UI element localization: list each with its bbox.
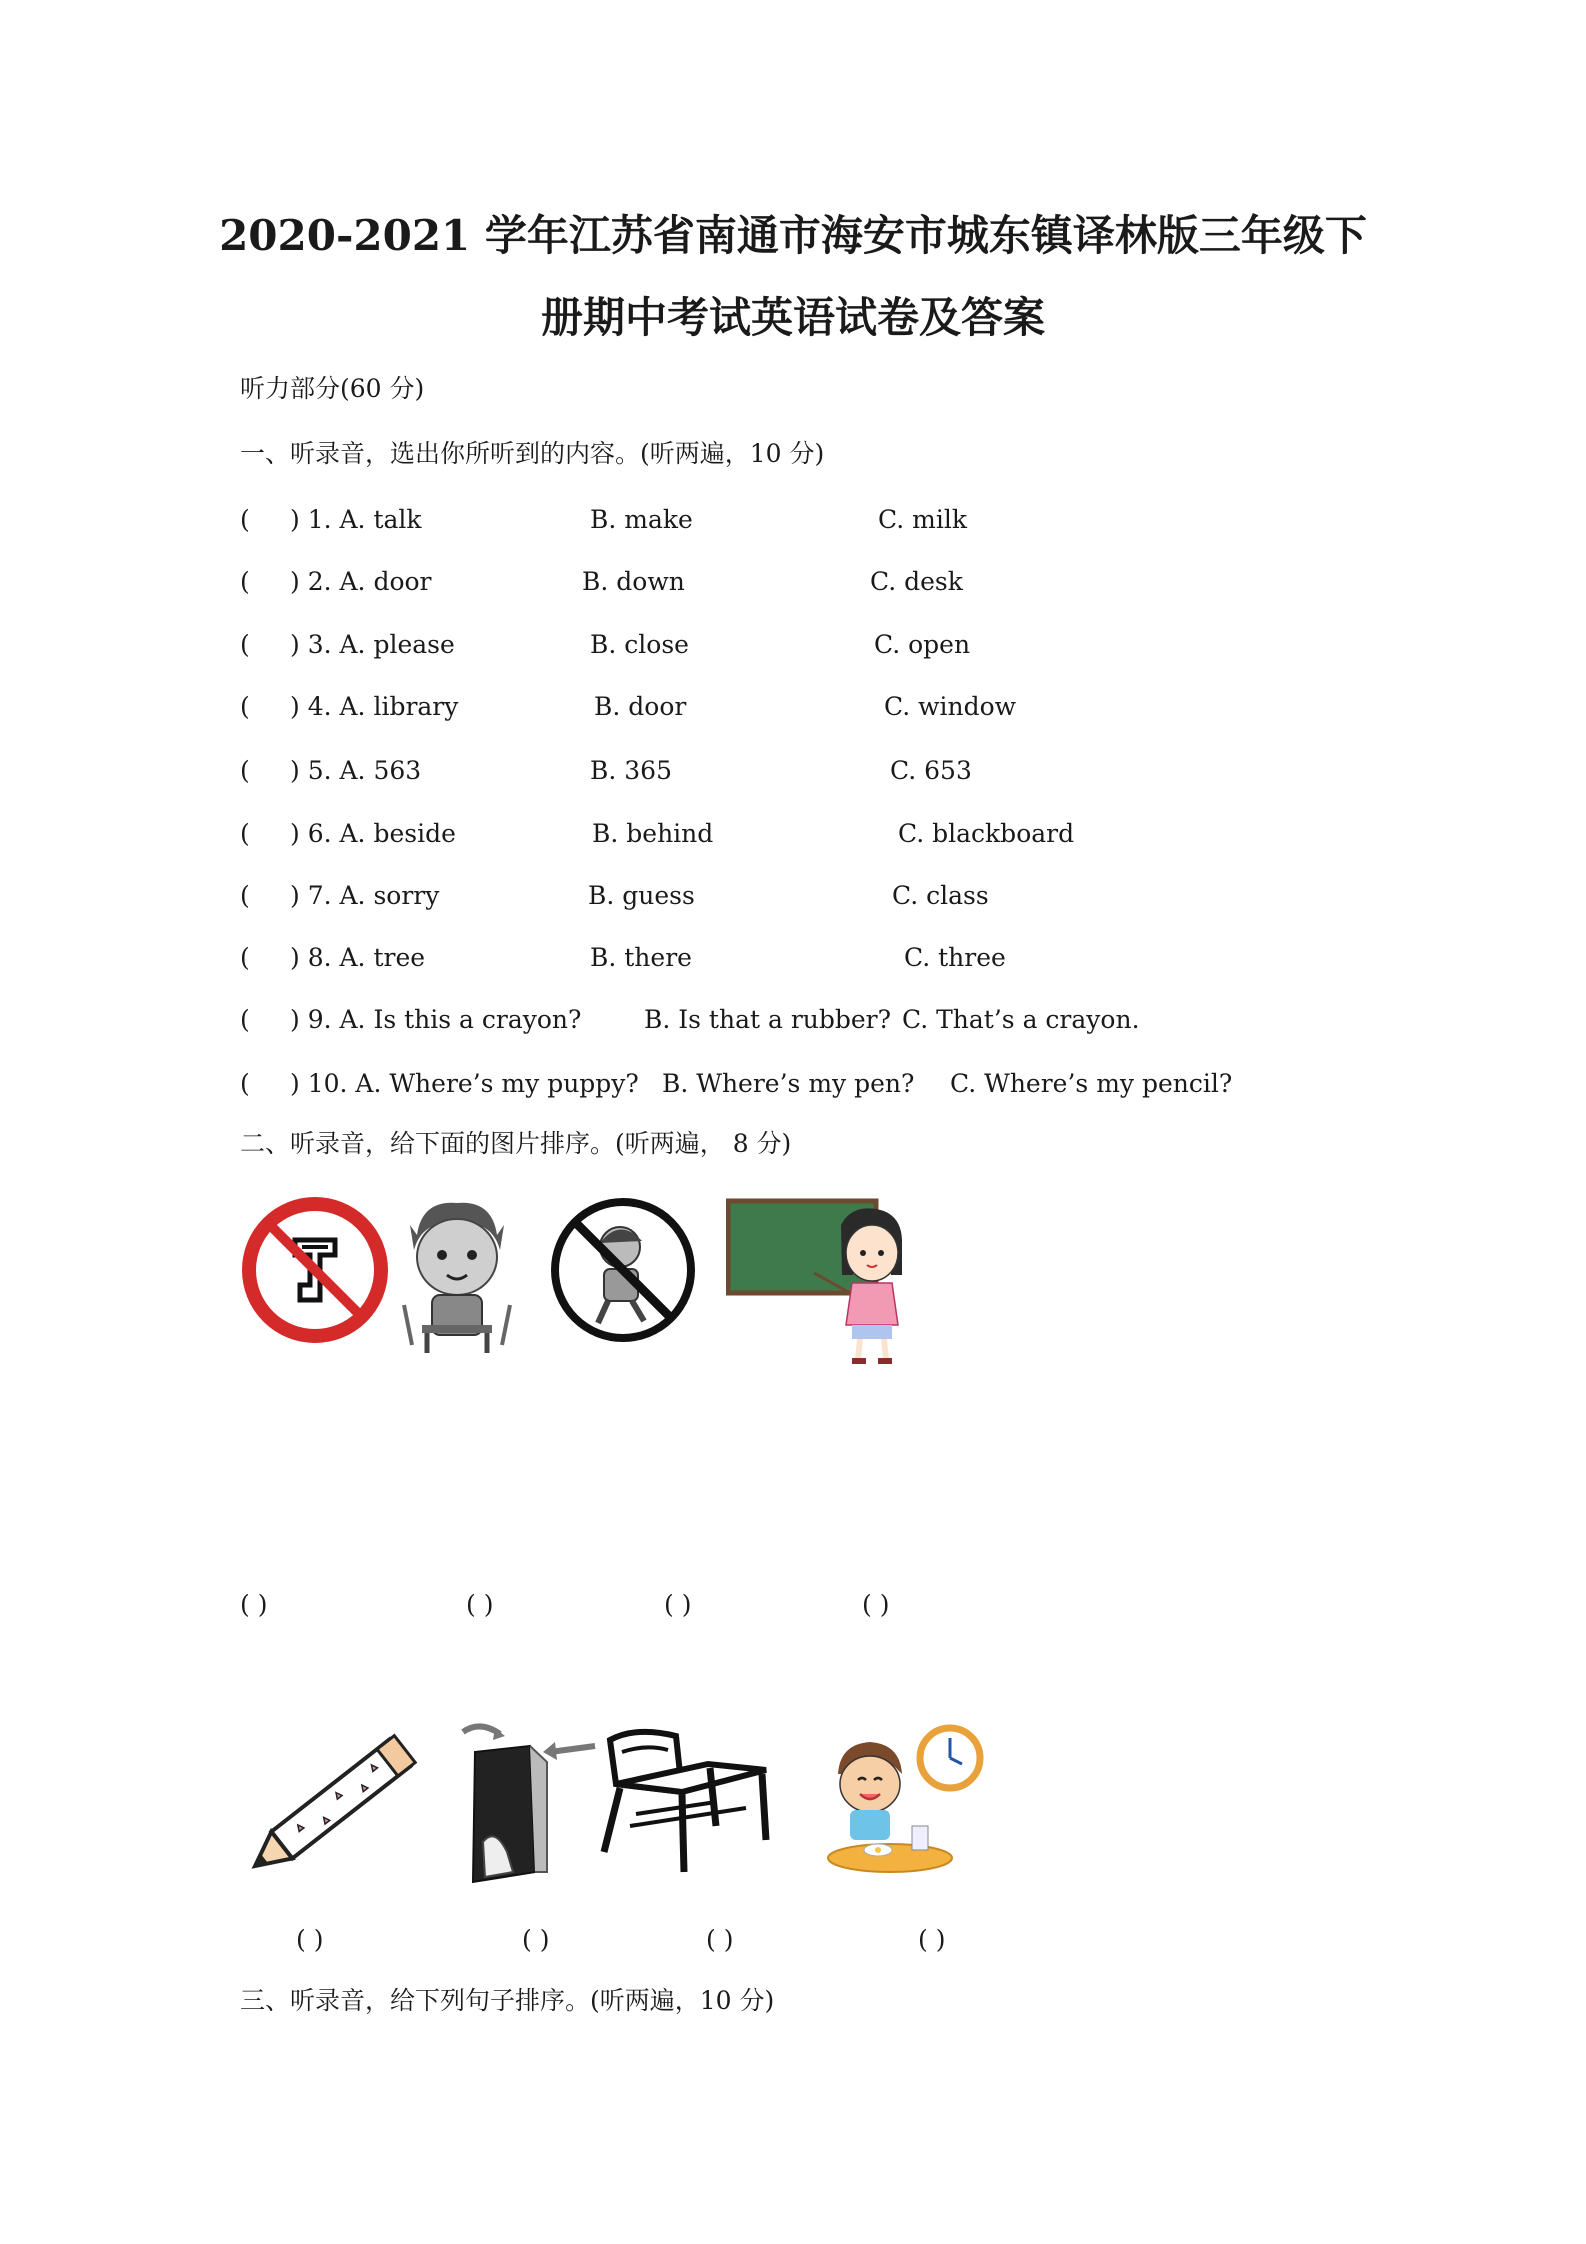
question-option-b: B. Where’s my pen?	[662, 1069, 915, 1098]
answer-blank-open-paren[interactable]: (	[240, 692, 250, 721]
answer-blank-open-paren[interactable]: (	[240, 630, 250, 659]
answer-blank-open-paren[interactable]: (	[240, 881, 250, 910]
question-option-a: ) 3. A. please	[290, 630, 455, 659]
pencil-icon	[240, 1722, 435, 1882]
question-option-b: B. Is that a rubber?	[644, 1005, 892, 1034]
picture-order-answer[interactable]: ( )	[706, 1925, 734, 1954]
answer-blank-open-paren[interactable]: (	[240, 1069, 250, 1098]
question-option-a: ) 5. A. 563	[290, 756, 422, 785]
question-option-a: ) 1. A. talk	[290, 505, 422, 534]
section-3-heading: 三、听录音，给下列句子排序。(听两遍，10 分)	[240, 1986, 775, 2015]
question-option-c: C. Where’s my pencil?	[950, 1069, 1233, 1098]
question-option-a: ) 2. A. door	[290, 567, 432, 596]
listening-part-label: 听力部分(60 分)	[240, 374, 425, 403]
question-option-c: C. 653	[890, 756, 972, 785]
answer-blank-open-paren[interactable]: (	[240, 943, 250, 972]
question-option-c: C. That’s a crayon.	[902, 1005, 1140, 1034]
answer-blank-open-paren[interactable]: (	[240, 567, 250, 596]
picture-order-answer[interactable]: ( )	[522, 1925, 550, 1954]
answer-blank-open-paren[interactable]: (	[240, 505, 250, 534]
section-1-heading: 一、听录音，选出你所听到的内容。(听两遍，10 分)	[240, 439, 825, 468]
boy-eating-breakfast-icon	[820, 1722, 990, 1882]
answer-blank-open-paren[interactable]: (	[240, 756, 250, 785]
answer-blank-open-paren[interactable]: (	[240, 819, 250, 848]
question-option-a: ) 10. A. Where’s my puppy?	[290, 1069, 639, 1098]
question-option-a: ) 9. A. Is this a crayon?	[290, 1005, 582, 1034]
question-option-b: B. door	[594, 692, 687, 721]
picture-order-answer[interactable]: ( )	[296, 1925, 324, 1954]
picture-order-answer[interactable]: ( )	[918, 1925, 946, 1954]
question-option-a: ) 8. A. tree	[290, 943, 426, 972]
question-option-a: ) 4. A. library	[290, 692, 459, 721]
question-option-b: B. close	[590, 630, 689, 659]
question-option-b: B. guess	[588, 881, 695, 910]
question-option-c: C. blackboard	[898, 819, 1075, 848]
chair-icon	[596, 1722, 776, 1882]
no-running-sign-icon	[548, 1195, 698, 1345]
no-talking-sign-icon	[240, 1195, 390, 1345]
document-title-line-1: 2020-2021 学年江苏省南通市海安市城东镇译林版三年级下	[219, 211, 1367, 260]
question-option-c: C. three	[904, 943, 1006, 972]
question-option-c: C. desk	[870, 567, 963, 596]
picture-order-answer[interactable]: ( )	[466, 1590, 494, 1619]
question-option-c: C. milk	[878, 505, 967, 534]
boy-sitting-down-icon	[392, 1195, 522, 1355]
picture-order-answer[interactable]: ( )	[862, 1590, 890, 1619]
section-2-heading: 二、听录音，给下面的图片排序。(听两遍， 8 分)	[240, 1129, 792, 1158]
question-option-c: C. class	[892, 881, 989, 910]
question-option-c: C. open	[874, 630, 971, 659]
answer-blank-open-paren[interactable]: (	[240, 1005, 250, 1034]
question-option-c: C. window	[884, 692, 1017, 721]
question-option-b: B. down	[582, 567, 685, 596]
question-option-b: B. make	[590, 505, 693, 534]
picture-order-answer[interactable]: ( )	[240, 1590, 268, 1619]
question-option-b: B. 365	[590, 756, 672, 785]
question-option-b: B. there	[590, 943, 692, 972]
picture-order-answer[interactable]: ( )	[664, 1590, 692, 1619]
question-option-a: ) 6. A. beside	[290, 819, 456, 848]
document-title-line-2: 册期中考试英语试卷及答案	[540, 293, 1045, 342]
teacher-at-blackboard-icon	[726, 1195, 916, 1370]
closing-book-icon	[455, 1722, 605, 1892]
question-option-a: ) 7. A. sorry	[290, 881, 440, 910]
question-option-b: B. behind	[592, 819, 714, 848]
